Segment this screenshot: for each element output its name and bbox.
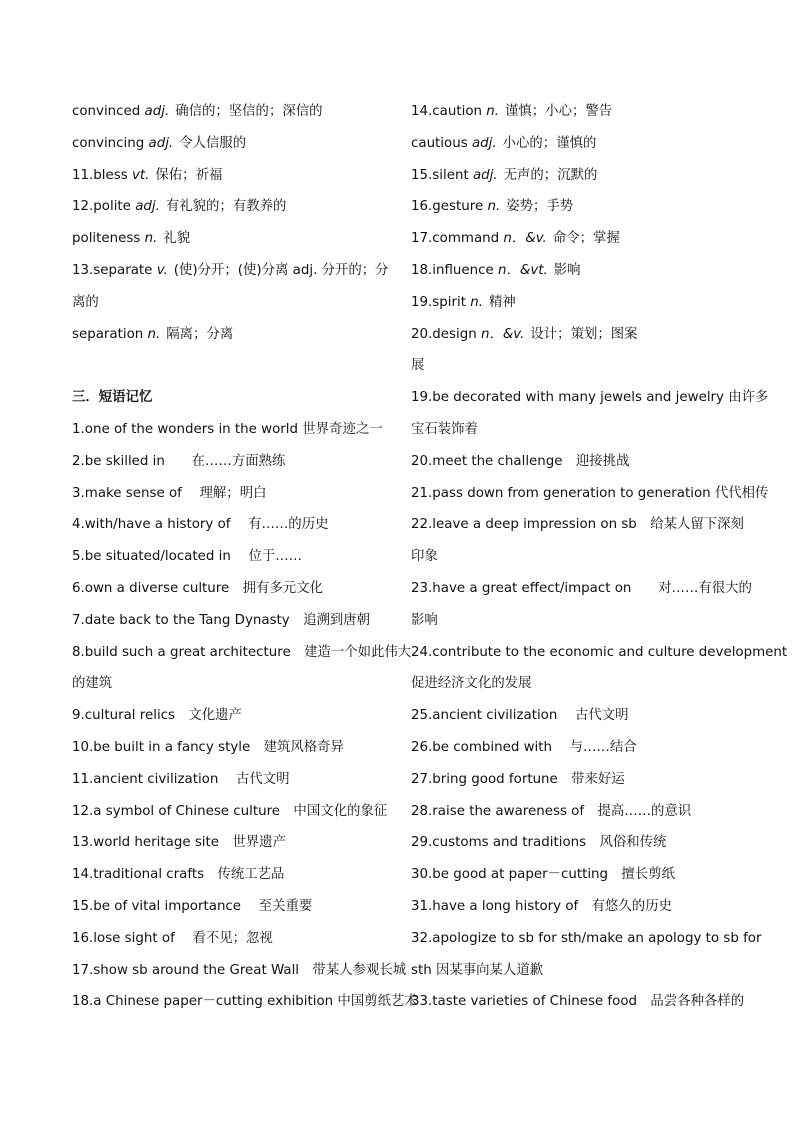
vocab-word: 13.separate — [72, 262, 157, 278]
phrase-line: 13.world heritage site 世界遗产 — [72, 835, 286, 851]
blank-line — [72, 350, 387, 382]
phrase-line: 促进经济文化的发展 — [411, 676, 532, 692]
vocab-entry — [411, 160, 726, 192]
phrase-line: 6.own a diverse culture 拥有多元文化 — [72, 580, 323, 596]
phrase-line: sth 因某事向某人道歉 — [411, 962, 544, 978]
phrase-line: 3.make sense of 理解；明白 — [72, 485, 267, 501]
phrase-line: 7.date back to the Tang Dynasty 追溯到唐朝 — [72, 612, 371, 628]
phrase-line: 20.meet the challenge 迎接挑战 — [411, 453, 630, 469]
vocab-word: cautious — [411, 135, 472, 151]
section-heading: 三．短语记忆 — [72, 390, 153, 406]
vocab-meaning: 隔离；分离 — [166, 326, 234, 342]
phrase-line: 29.customs and traditions 风俗和传统 — [411, 835, 667, 851]
phrase-line: 19.be decorated with many jewels and jewelry 由许多 — [411, 390, 769, 406]
vocab-word: 19.spirit — [411, 294, 471, 310]
part-of-speech: adj. — [471, 135, 497, 151]
phrase-line: 的建筑 — [72, 676, 113, 692]
vocab-word: 11.bless — [72, 167, 132, 183]
part-of-speech: adj. — [135, 199, 160, 215]
vocab-entry — [72, 128, 387, 160]
vocab-entry — [72, 191, 387, 223]
phrase-line: 10.be built in a fancy style 建筑风格奇异 — [72, 739, 344, 755]
phrase-line: 24.contribute to the economic and culture development — [411, 644, 788, 660]
part-of-speech: n. — [144, 231, 158, 247]
vocab-word: 18.influence — [411, 262, 499, 278]
phrase-line: 离的 — [72, 294, 99, 310]
vocab-meaning: 精神 — [488, 294, 516, 310]
vocab-meaning: 命令；掌握 — [552, 231, 620, 247]
part-of-speech: adj. — [148, 135, 174, 151]
phrase-line: 32.apologize to sb for sth/make an apology to sb for — [411, 930, 762, 946]
vocab-meaning: 无声的；沉默的 — [503, 167, 598, 183]
part-of-speech: v. — [156, 262, 168, 278]
vocab-entry — [411, 96, 726, 128]
vocab-word: 12.polite — [72, 199, 136, 215]
vocab-entry — [72, 160, 387, 192]
phrase-line: 4.with/have a history of 有……的历史 — [72, 517, 329, 533]
vocab-meaning: 影响 — [553, 262, 581, 278]
phrase-line: 14.traditional crafts 传统工艺品 — [72, 867, 285, 883]
vocab-meaning: 姿势；手势 — [506, 199, 574, 215]
phrase-line: 30.be good at paper－cutting 擅长剪纸 — [411, 867, 675, 883]
phrase-line: 印象 — [411, 549, 438, 565]
vocab-meaning: 设计；策划；图案 — [530, 326, 638, 342]
vocab-meaning: 小心的；谨慎的 — [502, 135, 597, 151]
phrase-line: 18.a Chinese paper－cutting exhibition 中国剪纸艺术 — [72, 994, 418, 1010]
phrase-line: 5.be situated/located in 位于…… — [72, 549, 303, 565]
phrase-line: 1.one of the wonders in the world 世界奇迹之一 — [72, 421, 383, 437]
phrase-line: 11.ancient civilization 古代文明 — [72, 771, 290, 787]
vocab-entry — [411, 128, 726, 160]
vocab-meaning: (使)分开；(使)分离 adj. 分开的；分 — [173, 262, 389, 278]
left-column — [72, 96, 418, 1018]
vocab-entry — [411, 223, 726, 255]
vocab-entry — [72, 223, 387, 255]
vocab-word: 20.design — [411, 326, 481, 342]
phrase-line: 22.leave a deep impression on sb 给某人留下深刻 — [411, 517, 744, 533]
phrase-line: 宝石装饰着 — [411, 421, 478, 437]
part-of-speech: adj. — [144, 104, 170, 119]
phrase-line: 31.have a long history of 有悠久的历史 — [411, 898, 672, 914]
phrase-line: 28.raise the awareness of 提高……的意识 — [411, 803, 692, 819]
vocab-word: 17.command — [411, 231, 504, 247]
vocab-meaning: 礼貌 — [163, 231, 191, 247]
part-of-speech: n. — [147, 326, 161, 342]
phrase-line: 8.build such a great architecture 建造一个如此伟大 — [72, 644, 412, 660]
phrase-line: 26.be combined with 与……结合 — [411, 739, 637, 755]
vocab-meaning: 令人信服的 — [179, 135, 247, 151]
vocab-entry — [72, 255, 387, 287]
phrase-line: 15.be of vital importance 至关重要 — [72, 898, 313, 914]
vocab-word: 14.caution — [411, 104, 487, 119]
phrase-line: 12.a symbol of Chinese culture 中国文化的象征 — [72, 803, 388, 819]
vocab-entry — [72, 319, 387, 351]
part-of-speech: n. — [470, 294, 483, 310]
phrase-line: 27.bring good fortune 带来好运 — [411, 771, 625, 787]
phrase-line: 23.have a great effect/impact on 对……有很大的 — [411, 580, 752, 596]
phrase-line: 25.ancient civilization 古代文明 — [411, 708, 629, 724]
phrase-line: 2.be skilled in 在……方面熟练 — [72, 453, 286, 469]
vocab-meaning: 谨慎；小心；警告 — [505, 104, 613, 119]
phrase-line: 21.pass down from generation to generation 代代相传 — [411, 485, 769, 501]
phrase-line: 影响 — [411, 612, 438, 628]
vocab-entry — [411, 319, 726, 351]
vocab-meaning: 有礼貌的；有教养的 — [165, 199, 287, 215]
vocab-word: convincing — [72, 135, 149, 151]
part-of-speech: vt. — [131, 167, 150, 183]
vocab-word: convinced — [72, 104, 145, 119]
vocab-entry — [72, 96, 387, 128]
part-of-speech: n. — [487, 199, 501, 215]
part-of-speech: n．&v. — [480, 326, 525, 342]
vocab-word: 15.silent — [411, 167, 473, 183]
phrase-line: 16.lose sight of 看不见；忽视 — [72, 930, 273, 946]
vocab-meaning: 确信的；坚信的；深信的 — [175, 104, 323, 119]
vocab-entry — [411, 191, 726, 223]
vocab-word: separation — [72, 326, 148, 342]
phrase-line: 17.show sb around the Great Wall 带某人参观长城 — [72, 962, 407, 978]
vocab-word: 16.gesture — [411, 199, 488, 215]
part-of-speech: n. — [486, 104, 500, 119]
vocab-entry — [411, 287, 726, 319]
phrase-line: 9.cultural relics 文化遗产 — [72, 708, 242, 724]
vocab-meaning: 保佑；祈福 — [155, 167, 223, 183]
vocab-entry — [411, 255, 726, 287]
right-column — [411, 96, 788, 1018]
phrase-line: 33.taste varieties of Chinese food 品尝各种各样的 — [411, 994, 745, 1010]
part-of-speech: adj. — [472, 167, 498, 183]
vocab-word: politeness — [72, 231, 145, 247]
part-of-speech: n．&v. — [503, 231, 547, 247]
part-of-speech: n．&vt. — [498, 262, 548, 278]
phrase-line: 展 — [411, 358, 425, 374]
